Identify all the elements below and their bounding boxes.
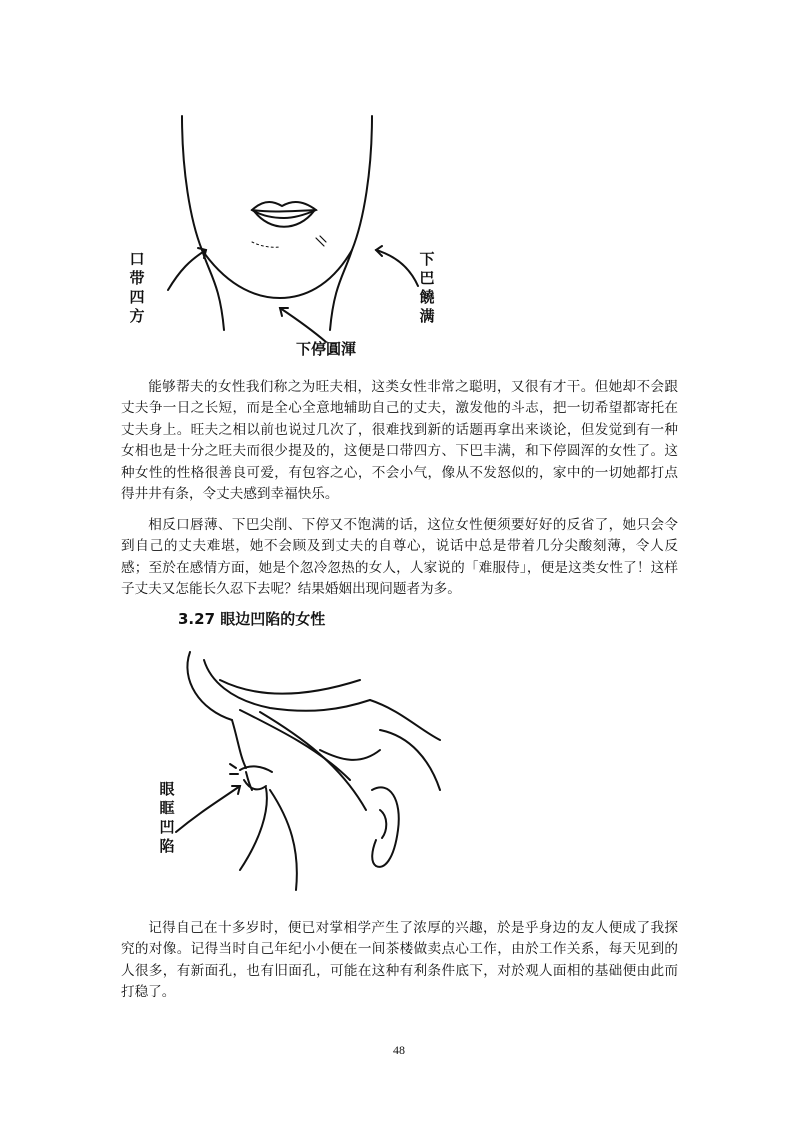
eye-profile-drawing — [140, 640, 470, 902]
face-drawing — [120, 110, 450, 372]
sunken-eye-illustration — [140, 640, 470, 902]
mouth-square-label: 口带四方 — [129, 250, 145, 325]
paragraph-memoir: 记得自己在十多岁时，便已对掌相学产生了浓厚的兴趣，於是乎身边的友人便成了我探究的对像。记得当时自己年纪小小便在一间茶楼做卖点心工作，由於工作关系，每天见到的人很多，有新面孔，也有旧面孔，可能在这种有利条件底下，对於观人面相的基础便由此而打稳了。 — [121, 920, 678, 1001]
paragraph-helping-husband: 能够帮夫的女性我们称之为旺夫相，这类女性非常之聪明，又很有才干。但她却不会跟丈夫争一日之长短，而是全心全意地辅助自己的丈夫，激发他的斗志，把一切希望都寄托在丈夫身上。旺夫之相以前也说过几次了，很难找到新的话题再拿出来谈论，但发觉到有一种女相也是十分之旺夫而很少提及的，这便是口带四方、下巴丰满，和下停圆浑的女性了。这种女性的性格很善良可爱，有包容之心，不会小气，像从不发怒似的，家中的一切她都打点得井井有条，令丈夫感到幸福快乐。 — [121, 379, 678, 503]
sunken-eye-socket-label: 眼眶凹陷 — [159, 780, 175, 855]
paragraph-opposite-traits: 相反口唇薄、下巴尖削、下停又不饱满的话，这位女性便须要好好的反省了，她只会令到自己的丈夫难堪，她不会顾及到丈夫的自尊心，说话中总是带着几分尖酸刻薄，令人反感；至於在感情方面，她是个忽冷忽热的女人，人家说的「难服侍」，便是这类女性了！这样子丈夫又怎能长久忍下去呢？结果婚姻出现问题者为多。 — [121, 517, 678, 598]
lower-zone-round-label: 下停圓渾 — [296, 340, 357, 358]
page-number: 48 — [393, 1043, 405, 1057]
section-heading: 3.27 眼边凹陷的女性 — [178, 610, 326, 628]
chin-full-label: 下巴饒满 — [419, 250, 435, 325]
lower-face-illustration — [120, 110, 450, 372]
